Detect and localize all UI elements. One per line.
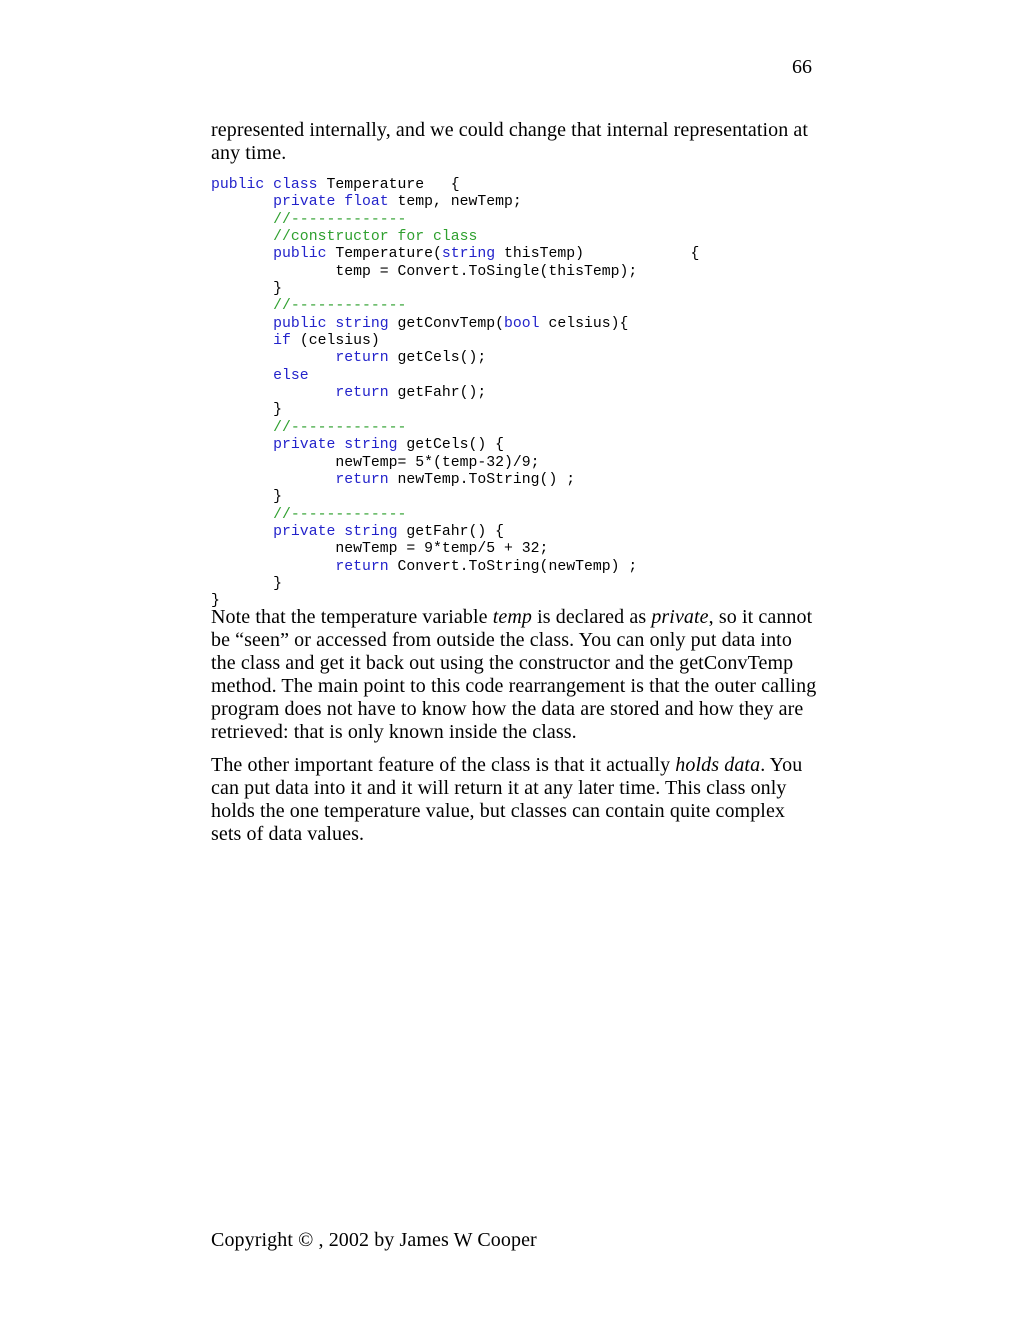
- intro-paragraph: [211, 119, 808, 165]
- text-line: Note that the temperature variable temp is declared as private, so it cannot: [211, 606, 813, 628]
- text-line: private string getFahr() {: [273, 523, 505, 540]
- text-line: public Temperature(string thisTemp) {: [273, 246, 700, 263]
- text-line: }: [211, 281, 283, 298]
- text-line: return getCels();: [335, 350, 487, 367]
- text-line: return newTemp.ToString() ;: [335, 471, 576, 488]
- text-line: //constructor for class: [273, 229, 478, 246]
- text-line: return Convert.ToString(newTemp) ;: [335, 558, 638, 575]
- text-line: if (celsius): [273, 333, 380, 350]
- text-line: any time.: [211, 142, 287, 164]
- text-line: }: [211, 489, 283, 506]
- text-line: //-------------: [273, 506, 407, 523]
- text-line: be “seen” or accessed from outside the class. You can only put data into: [211, 629, 792, 651]
- text-line: holds the one temperature value, but classes can contain quite complex: [211, 800, 786, 822]
- text-line: temp = Convert.ToSingle(thisTemp);: [211, 263, 638, 280]
- paragraph-note-private: [211, 606, 816, 744]
- paragraph-holds-data: [211, 754, 802, 846]
- text-line: else: [273, 367, 309, 384]
- text-line: public class Temperature {: [211, 177, 460, 193]
- text-line: return getFahr();: [335, 385, 487, 402]
- text-line: public string getConvTemp(bool celsius){: [273, 315, 629, 332]
- code-block: [211, 177, 699, 611]
- text-line: private float temp, newTemp;: [273, 194, 522, 211]
- text-line: //-------------: [273, 211, 407, 228]
- text-line: the class and get it back out using the constructor and the getConvTemp: [211, 652, 794, 674]
- copyright-footer: Copyright © , 2002 by James W Cooper: [211, 1229, 537, 1251]
- text-line: method. The main point to this code rearrangement is that the outer calling: [211, 675, 817, 697]
- text-line: represented internally, and we could change that internal representation at: [211, 119, 809, 141]
- text-line: retrieved: that is only known inside the class.: [211, 721, 577, 743]
- text-line: }: [211, 593, 220, 610]
- text-line: sets of data values.: [211, 823, 365, 845]
- text-line: //-------------: [273, 419, 407, 436]
- text-line: }: [211, 575, 283, 592]
- text-line: can put data into it and it will return it at any later time. This class only: [211, 777, 787, 799]
- text-line: program does not have to know how the data are stored and how they are: [211, 698, 804, 720]
- text-line: newTemp= 5*(temp-32)/9;: [211, 454, 540, 471]
- text-line: }: [211, 402, 283, 419]
- text-line: The other important feature of the class is that it actually holds data. You: [211, 754, 803, 776]
- text-line: //-------------: [273, 298, 407, 315]
- text-line: newTemp = 9*temp/5 + 32;: [211, 541, 549, 558]
- text-line: private string getCels() {: [273, 437, 505, 454]
- page-number: 66: [792, 56, 812, 78]
